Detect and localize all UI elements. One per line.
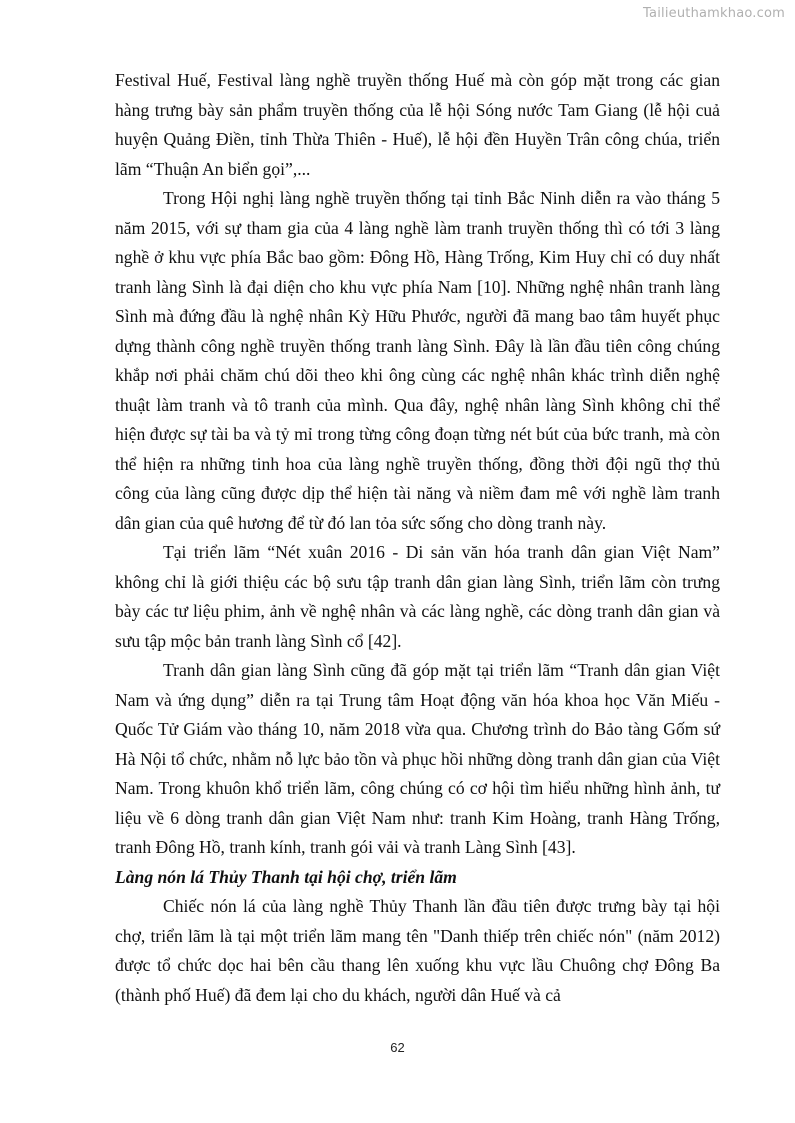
paragraph-bac-ninh-conference: Trong Hội nghị làng nghề truyền thống tại tỉnh Bắc Ninh diễn ra vào tháng 5 năm 2015, với sự tham gia của 4 làng nghề làm tranh truyền thống thì có tới 3 làng nghề ở khu vực phía Bắc bao gồm: Đông Hồ, Hàng Trống, Kim Huy chỉ có duy nhất tranh làng Sình là đại diện cho khu vực phía Nam [10]. Những nghệ nhân tranh làng Sình mà đứng đầu là nghệ nhân Kỳ Hữu Phước, người đã mang bao tâm huyết phục dựng thành công nghề truyền thống tranh làng Sình. Đây là lần đầu tiên công chúng khắp nơi phải chăm chú dõi theo khi ông cùng các nghệ nhân khác trình diễn nghệ thuật làm tranh và tô tranh của mình. Qua đây, nghệ nhân làng Sình không chỉ thể hiện được sự tài ba và tỷ mỉ trong từng công đoạn từng nét bút của bức tranh, mà còn thể hiện ra những tinh hoa của làng nghề truyền thống, đồng thời đội ngũ thợ thủ công của làng cũng được dịp thể hiện tài năng và niềm đam mê với nghề làm tranh dân gian của quê hương để từ đó lan tỏa sức sống cho dòng tranh này. <box>115 188 720 533</box>
watermark: Tailieuthamkhao.com <box>643 6 785 21</box>
paragraph-net-xuan-2016: Tại triển lãm “Nét xuân 2016 - Di sản văn hóa tranh dân gian Việt Nam” không chỉ là giới thiệu các bộ sưu tập tranh dân gian làng Sình, triển lãm còn trưng bày các tư liệu phim, ảnh về nghệ nhân và các làng nghề, các dòng tranh dân gian và sưu tập mộc bản tranh làng Sình cổ [42]. <box>115 542 720 651</box>
section-heading: Làng nón lá Thủy Thanh tại hội chợ, triển lãm <box>115 866 457 887</box>
paragraph-van-mieu-exhibition: Tranh dân gian làng Sình cũng đã góp mặt tại triển lãm “Tranh dân gian Việt Nam và ứng dụng” diễn ra tại Trung tâm Hoạt động văn hóa khoa học Văn Miếu - Quốc Tử Giám vào tháng 10, năm 2018 vừa qua. Chương trình do Bảo tàng Gốm sứ Hà Nội tổ chức, nhằm nỗ lực bảo tồn và phục hồi những dòng tranh dân gian của Việt Nam. Trong khuôn khổ triển lãm, công chúng có cơ hội tìm hiểu những hình ảnh, tư liệu về 6 dòng tranh dân gian Việt Nam như: tranh Kim Hoàng, tranh Hàng Trống, tranh Đông Hồ, tranh kính, tranh gói vải và tranh Làng Sình [43]. <box>115 660 720 857</box>
paragraph-continuation: Festival Huế, Festival làng nghề truyền thống Huế mà còn góp mặt trong các gian hàng trưng bày sản phẩm truyền thống của lễ hội Sóng nước Tam Giang (lễ hội cuả huyện Quảng Điền, tỉnh Thừa Thiên - Huế), lễ hội đền Huyền Trân công chúa, triển lãm “Thuận An biển gọi”,... <box>115 70 720 179</box>
document-body <box>115 66 720 1010</box>
paragraph-thuy-thanh-hat: Chiếc nón lá của làng nghề Thủy Thanh lần đầu tiên được trưng bày tại hội chợ, triển lãm là tại một triển lãm mang tên "Danh thiếp trên chiếc nón" (năm 2012) được tổ chức dọc hai bên cầu thang lên xuống khu vực lầu Chuông chợ Đông Ba (thành phố Huế) đã đem lại cho du khách, người dân Huế và cả <box>115 896 720 1005</box>
page-number: 62 <box>390 1040 405 1055</box>
